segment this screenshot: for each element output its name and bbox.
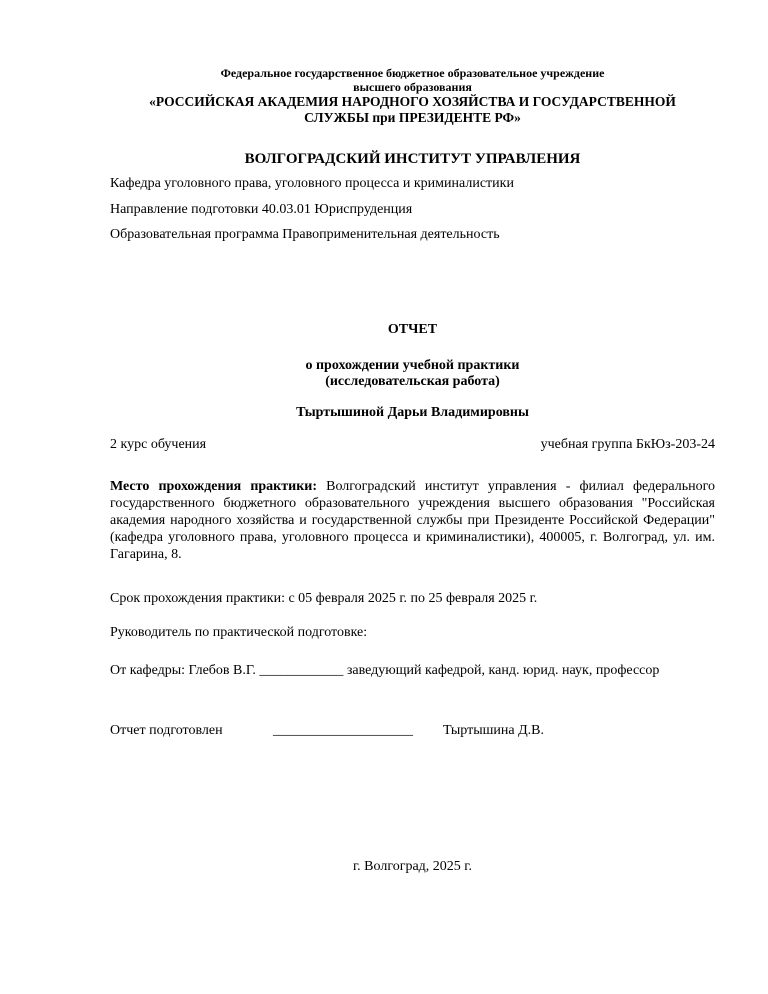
institute-title: ВОЛГОГРАДСКИЙ ИНСТИТУТ УПРАВЛЕНИЯ: [244, 151, 581, 167]
program-line: Образовательная программа Правоприменительная деятельность: [110, 227, 500, 242]
group-label: учебная группа БкЮз-203-24: [540, 437, 715, 452]
practice-place-text: Волгоградский институт управления - филиал федерального государственного бюджетного образовательного учреждения высшего образования "Российская академия народного хозяйства и государственной службы при Президенте Российской Федерации" (кафедра уголовного права, уголовного процесса и криминалистики), 400005, г. Волгоград, ул. им. Гагарина, 8.: [110, 479, 715, 562]
direction-line: Направление подготовки 40.03.01 Юриспруденция: [110, 202, 413, 217]
signature-line: ____________________: [273, 723, 413, 738]
header-block: [110, 66, 715, 126]
supervisor-label: Руководитель по практической подготовке:: [110, 625, 368, 640]
header-line-2: высшего образования: [353, 80, 472, 94]
course-label: 2 курс обучения: [110, 437, 207, 452]
prepared-name: Тыртышина Д.В.: [443, 723, 544, 738]
report-title: ОТЧЕТ: [387, 322, 438, 337]
header-line-3: «РОССИЙСКАЯ АКАДЕМИЯ НАРОДНОГО ХОЗЯЙСТВА И ГОСУДАРСТВЕННОЙ: [149, 94, 676, 109]
header-line-4: СЛУЖБЫ при ПРЕЗИДЕНТЕ РФ»: [304, 110, 521, 125]
supervisor-line: От кафедры: Глебов В.Г. ____________ заведующий кафедрой, канд. юрид. наук, профессор: [110, 663, 660, 678]
report-subtitle-line-1: о прохождении учебной практики: [305, 358, 520, 373]
practice-term: Срок прохождения практики: с 05 февраля 2025 г. по 25 февраля 2025 г.: [110, 591, 538, 606]
student-name: Тыртышиной Дарьи Владимировны: [296, 405, 529, 420]
report-subtitle-line-2: (исследовательская работа): [325, 374, 500, 389]
header-line-1: Федеральное государственное бюджетное образовательное учреждение: [220, 66, 605, 80]
footer-city-year: г. Волгоград, 2025 г.: [353, 859, 472, 874]
department-line: Кафедра уголовного права, уголовного процесса и криминалистики: [110, 176, 514, 191]
report-subtitle: [110, 358, 715, 390]
practice-place: [110, 478, 715, 563]
prepared-label: Отчет подготовлен: [110, 723, 223, 738]
practice-place-label: Место прохождения практики:: [110, 479, 317, 494]
